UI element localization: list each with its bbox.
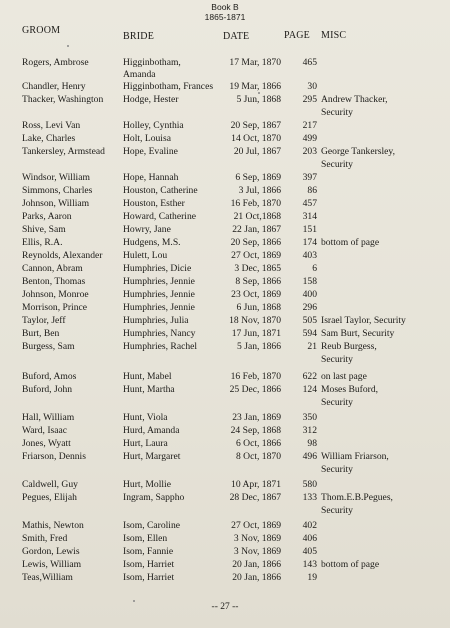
cell-misc: Reub Burgess, (321, 341, 377, 352)
cell-misc: Security (321, 159, 353, 170)
cell-misc: Security (321, 464, 353, 475)
cell-date: 20 Sep, 1867 (230, 120, 281, 131)
cell-misc: Security (321, 505, 353, 516)
cell-bride: Ingram, Sappho (123, 492, 185, 503)
cell-date: 22 Jan, 1867 (232, 224, 281, 235)
column-header-date: DATE (223, 31, 250, 42)
cell-page: 217 (302, 120, 317, 131)
cell-page: 403 (302, 250, 317, 261)
cell-page: 19 (307, 572, 317, 583)
cell-bride: Higginbotham, (123, 57, 181, 68)
cell-page: 499 (302, 133, 317, 144)
cell-date: 16 Feb, 1870 (230, 371, 281, 382)
cell-page: 622 (302, 371, 317, 382)
cell-date: 27 Oct, 1869 (231, 520, 281, 531)
cell-groom: Smith, Fred (22, 533, 68, 544)
cell-groom: Teas,William (22, 572, 73, 583)
cell-groom: Tankersley, Armstead (22, 146, 105, 157)
cell-date: 20 Sep, 1866 (230, 237, 281, 248)
cell-bride: Isom, Harriet (123, 572, 175, 583)
cell-groom: Taylor, Jeff (22, 315, 66, 326)
cell-misc: Moses Buford, (321, 384, 379, 395)
cell-date: 25 Dec, 1866 (229, 384, 281, 395)
cell-bride: Hudgens, M.S. (123, 237, 181, 248)
cell-page: 465 (302, 57, 317, 68)
cell-bride: Isom, Caroline (123, 520, 181, 531)
cell-bride: Howry, Jane (123, 224, 171, 235)
cell-misc: bottom of page (321, 237, 380, 248)
cell-bride: Hope, Hannah (123, 172, 179, 183)
cell-date: 23 Oct, 1869 (231, 289, 281, 300)
cell-date: 3 Nov, 1869 (233, 546, 281, 557)
cell-groom: Pegues, Elijah (22, 492, 77, 503)
cell-misc: Andrew Thacker, (321, 94, 388, 105)
cell-page: 174 (302, 237, 317, 248)
cell-bride: Isom, Ellen (123, 533, 168, 544)
cell-page: 86 (307, 185, 317, 196)
cell-date: 20 Jul, 1867 (233, 146, 281, 157)
cell-misc: bottom of page (321, 559, 380, 570)
cell-groom: Thacker, Washington (22, 94, 104, 105)
cell-bride: Holley, Cynthia (123, 120, 184, 131)
cell-bride: Hunt, Mabel (123, 371, 172, 382)
cell-bride: Hurt, Laura (123, 438, 168, 449)
cell-bride: Holt, Louisa (123, 133, 171, 144)
cell-page: 124 (302, 384, 317, 395)
cell-date: 19 Mar, 1866 (229, 81, 281, 92)
cell-groom: Shive, Sam (22, 224, 66, 235)
cell-groom: Jones, Wyatt (22, 438, 71, 449)
cell-misc: Sam Burt, Security (321, 328, 395, 339)
cell-groom: Gordon, Lewis (22, 546, 80, 557)
cell-bride: Amanda (123, 69, 156, 80)
cell-groom: Ellis, R.A. (22, 237, 63, 248)
cell-groom: Ward, Isaac (22, 425, 68, 436)
cell-groom: Simmons, Charles (22, 185, 93, 196)
cell-groom: Buford, Amos (22, 371, 77, 382)
cell-bride: Humphries, Rachel (123, 341, 198, 352)
column-header-groom: GROOM (22, 25, 61, 36)
cell-groom: Ross, Levi Van (22, 120, 81, 131)
cell-date: 20 Jan, 1866 (232, 572, 281, 583)
cell-groom: Johnson, Monroe (22, 289, 89, 300)
cell-page: 505 (302, 315, 317, 326)
cell-bride: Hurt, Mollie (123, 479, 171, 490)
cell-date: 6 Oct, 1866 (235, 438, 281, 449)
cell-groom: Hall, William (22, 412, 75, 423)
cell-date: 6 Jun, 1868 (236, 302, 281, 313)
cell-date: 3 Dec, 1865 (234, 263, 281, 274)
cell-bride: Hunt, Martha (123, 384, 175, 395)
cell-bride: Isom, Fannie (123, 546, 174, 557)
cell-bride: Higginbotham, Frances (123, 81, 214, 92)
book-years: 1865-1871 (204, 12, 246, 22)
cell-page: 295 (302, 94, 317, 105)
scan-speck (258, 92, 260, 94)
column-header-bride: BRIDE (123, 31, 154, 42)
cell-groom: Windsor, William (22, 172, 90, 183)
cell-groom: Burt, Ben (22, 328, 60, 339)
cell-misc: Security (321, 397, 353, 408)
cell-date: 5 Jan, 1866 (237, 341, 281, 352)
cell-bride: Humphries, Dicie (123, 263, 192, 274)
cell-groom: Mathis, Newton (22, 520, 84, 531)
cell-groom: Johnson, William (22, 198, 90, 209)
cell-groom: Lake, Charles (22, 133, 76, 144)
cell-bride: Hunt, Viola (123, 412, 168, 423)
cell-page: 203 (302, 146, 317, 157)
cell-bride: Hope, Evaline (123, 146, 178, 157)
cell-date: 24 Sep, 1868 (230, 425, 281, 436)
cell-groom: Rogers, Ambrose (22, 57, 89, 68)
cell-date: 17 Mar, 1870 (229, 57, 281, 68)
cell-groom: Burgess, Sam (22, 341, 75, 352)
scan-speck (67, 45, 69, 47)
cell-page: 580 (302, 479, 317, 490)
cell-page: 496 (302, 451, 317, 462)
cell-date: 18 Nov, 1870 (229, 315, 281, 326)
cell-page: 397 (302, 172, 317, 183)
cell-date: 3 Nov, 1869 (233, 533, 281, 544)
cell-page: 594 (302, 328, 317, 339)
cell-date: 27 Oct, 1869 (231, 250, 281, 261)
cell-date: 6 Sep, 1869 (235, 172, 281, 183)
cell-groom: Lewis, William (22, 559, 82, 570)
cell-groom: Cannon, Abram (22, 263, 83, 274)
cell-page: 296 (302, 302, 317, 313)
cell-misc: George Tankersley, (321, 146, 396, 157)
cell-bride: Hurd, Amanda (123, 425, 180, 436)
cell-page: 406 (302, 533, 317, 544)
cell-page: 30 (307, 81, 317, 92)
cell-date: 21 Oct,1868 (233, 211, 281, 222)
cell-date: 16 Feb, 1870 (230, 198, 281, 209)
cell-date: 17 Jun, 1871 (231, 328, 281, 339)
cell-groom: Chandler, Henry (22, 81, 86, 92)
cell-misc: Security (321, 354, 353, 365)
cell-date: 20 Jan, 1866 (232, 559, 281, 570)
cell-date: 10 Apr, 1871 (231, 479, 281, 490)
cell-misc: Security (321, 107, 353, 118)
cell-bride: Howard, Catherine (123, 211, 196, 222)
cell-groom: Caldwell, Guy (22, 479, 78, 490)
cell-misc: on last page (321, 371, 367, 382)
cell-bride: Houston, Esther (123, 198, 185, 209)
cell-bride: Hurt, Margaret (123, 451, 181, 462)
column-header-misc: MISC (321, 30, 347, 41)
cell-page: 402 (302, 520, 317, 531)
cell-groom: Buford, John (22, 384, 73, 395)
cell-bride: Humphries, Jennie (123, 289, 195, 300)
cell-bride: Humphries, Julia (123, 315, 189, 326)
cell-misc: Thom.E.B.Pegues, (321, 492, 393, 503)
cell-groom: Benton, Thomas (22, 276, 86, 287)
cell-page: 133 (302, 492, 317, 503)
cell-page: 21 (307, 341, 317, 352)
cell-bride: Humphries, Jennie (123, 302, 195, 313)
cell-bride: Humphries, Nancy (123, 328, 196, 339)
cell-date: 8 Oct, 1870 (235, 451, 281, 462)
page-number: -- 27 -- (211, 602, 239, 612)
cell-page: 143 (302, 559, 317, 570)
cell-misc: William Friarson, (321, 451, 389, 462)
cell-groom: Parks, Aaron (22, 211, 72, 222)
cell-groom: Friarson, Dennis (22, 451, 86, 462)
cell-page: 6 (312, 263, 317, 274)
cell-groom: Reynolds, Alexander (22, 250, 103, 261)
cell-date: 8 Sep, 1866 (235, 276, 281, 287)
cell-date: 28 Dec, 1867 (229, 492, 281, 503)
cell-page: 312 (302, 425, 317, 436)
cell-date: 3 Jul, 1866 (238, 185, 281, 196)
cell-date: 23 Jan, 1869 (232, 412, 281, 423)
cell-bride: Humphries, Jennie (123, 276, 195, 287)
cell-date: 14 Oct, 1870 (231, 133, 281, 144)
cell-groom: Morrison, Prince (22, 302, 88, 313)
cell-bride: Hulett, Lou (123, 250, 168, 261)
cell-page: 158 (302, 276, 317, 287)
cell-page: 457 (302, 198, 317, 209)
cell-bride: Houston, Catherine (123, 185, 198, 196)
cell-page: 98 (307, 438, 317, 449)
cell-page: 405 (302, 546, 317, 557)
book-title: Book B (211, 2, 239, 12)
scan-speck (133, 600, 135, 602)
cell-misc: Israel Taylor, Security (321, 315, 406, 326)
cell-bride: Hodge, Hester (123, 94, 179, 105)
cell-bride: Isom, Harriet (123, 559, 175, 570)
cell-page: 151 (302, 224, 317, 235)
cell-page: 400 (302, 289, 317, 300)
column-header-page: PAGE (284, 30, 310, 41)
cell-date: 5 Jun, 1868 (236, 94, 281, 105)
cell-page: 314 (302, 211, 317, 222)
cell-page: 350 (302, 412, 317, 423)
